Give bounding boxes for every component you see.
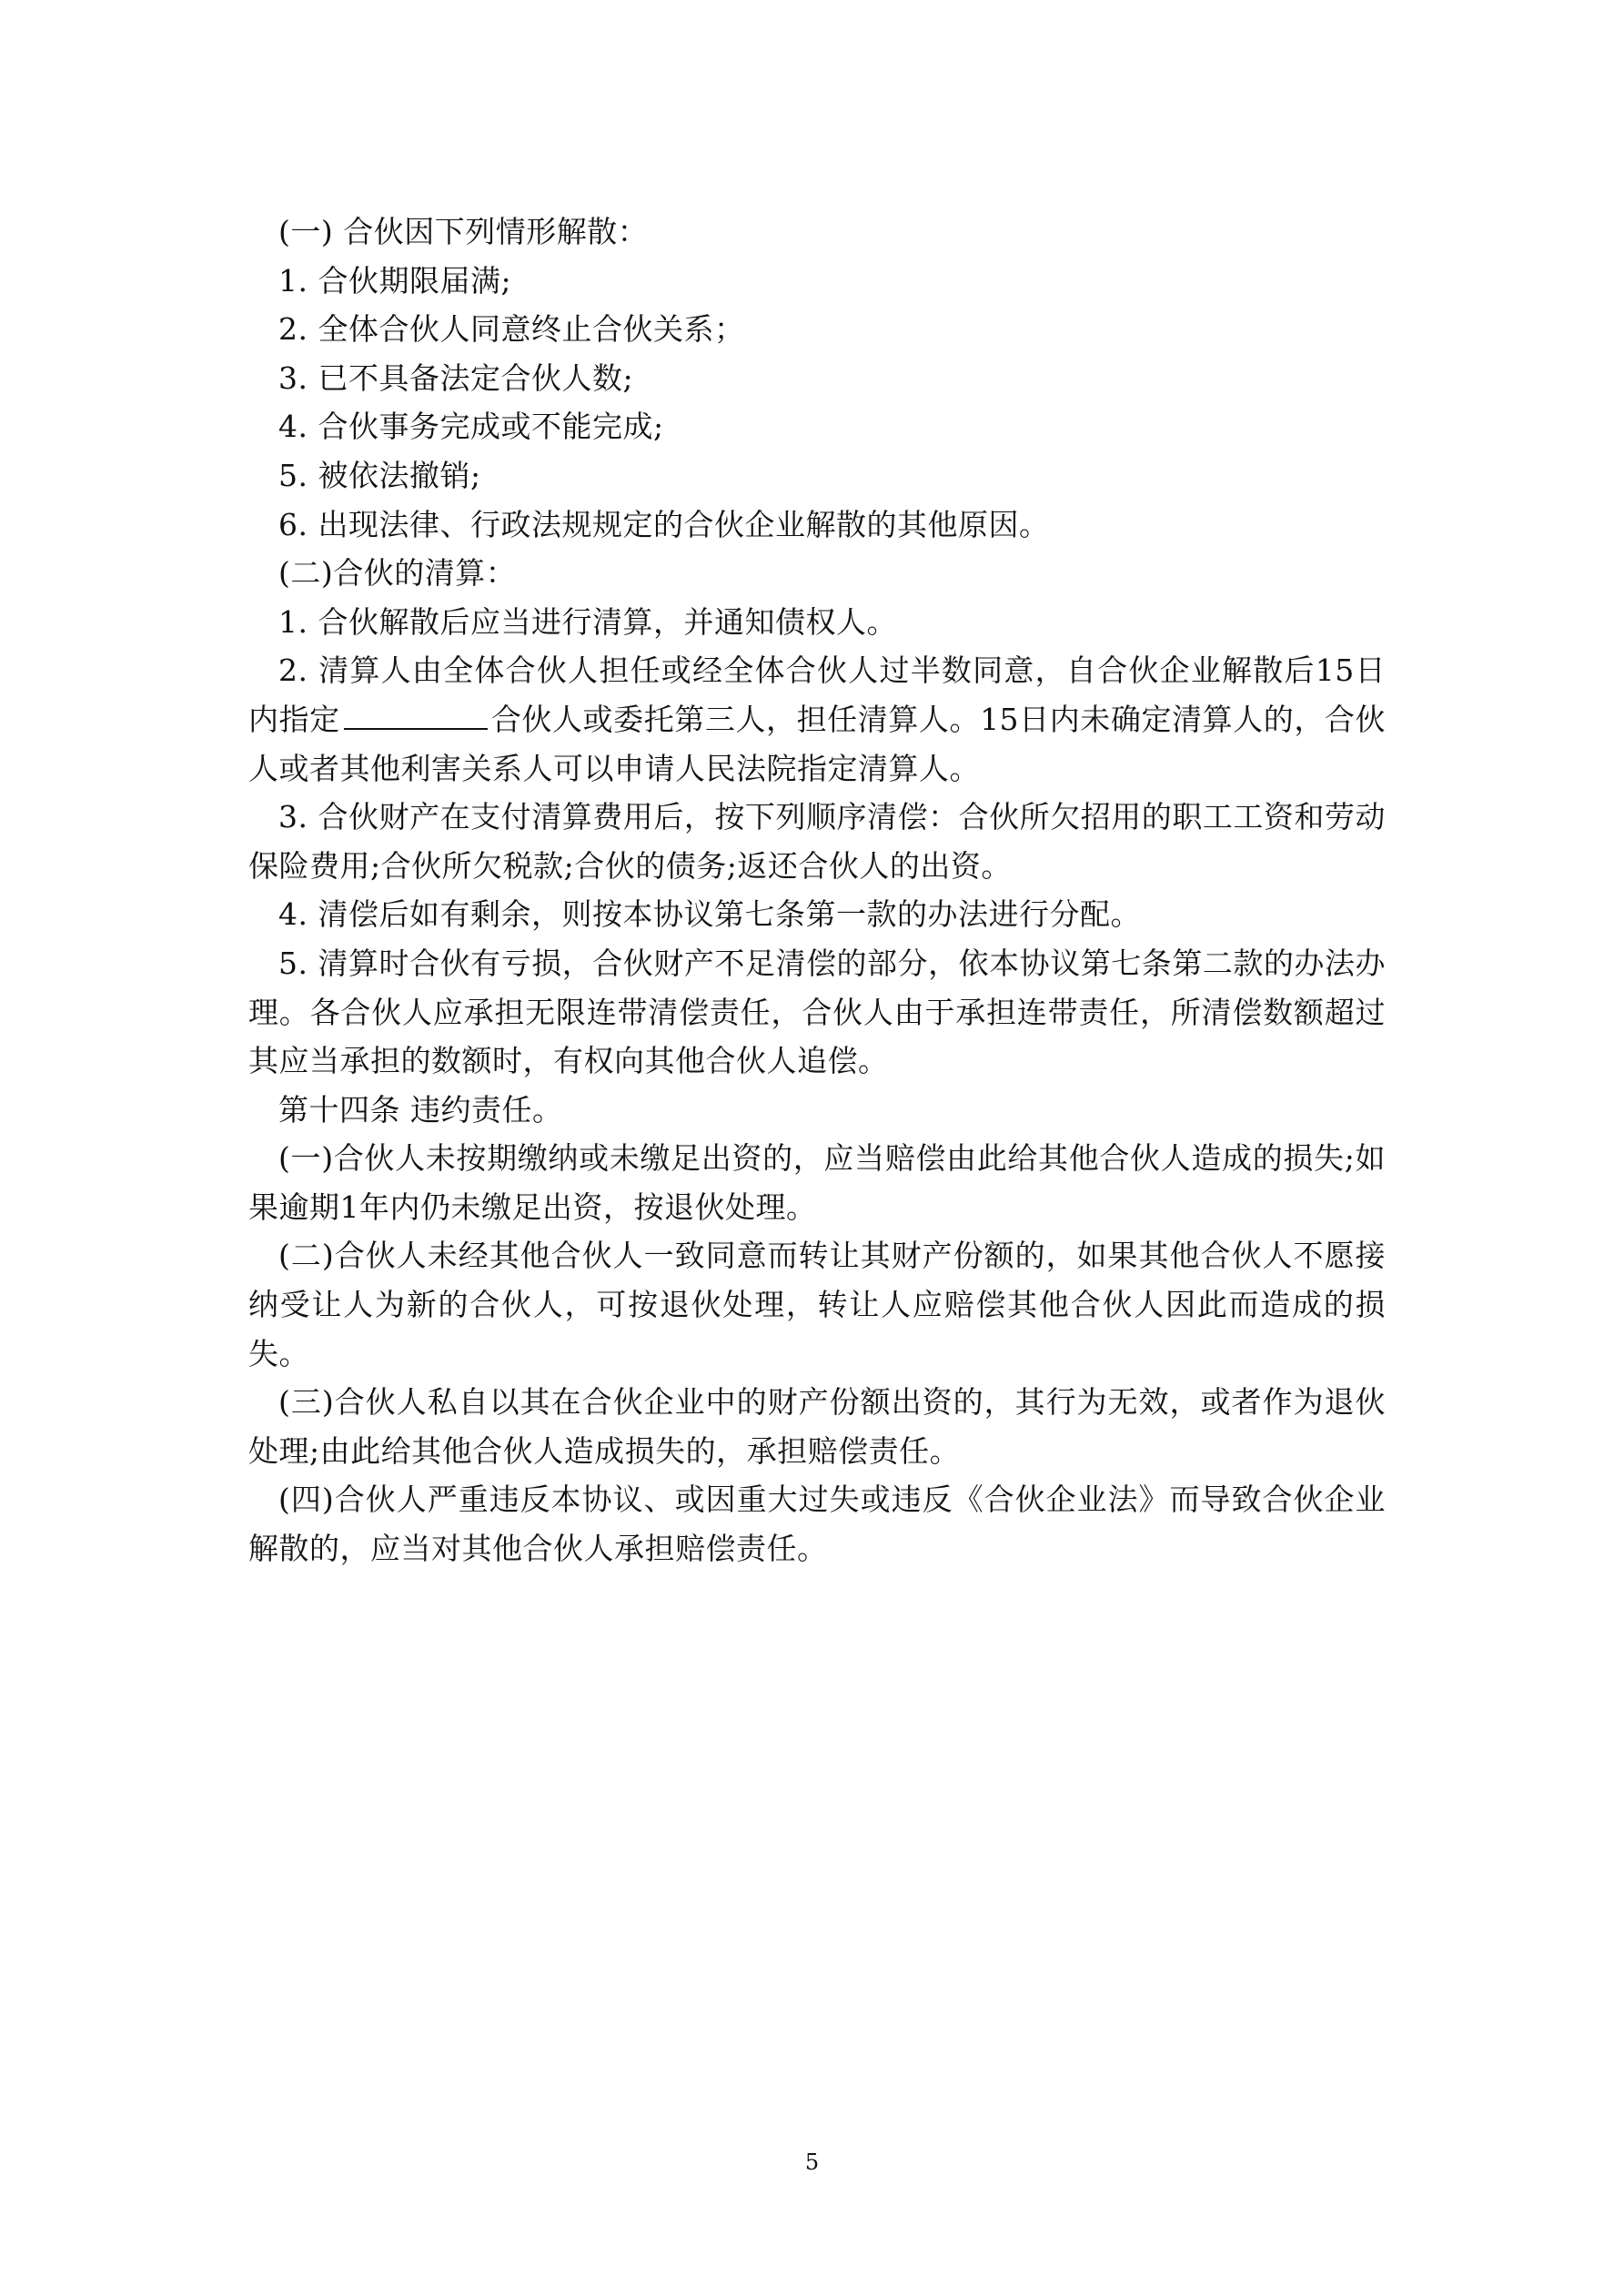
paragraph-liability-item-4: (四)合伙人严重违反本协议、或因重大过失或违反《合伙企业法》而导致合伙企业解散的，应当对其他合伙人承担赔偿责任。 bbox=[248, 1482, 1386, 1567]
paragraph-dissolution-item-4: 4. 合伙事务完成或不能完成; bbox=[278, 409, 664, 445]
paragraph-liquidation-item-4: 4. 清偿后如有剩余，则按本协议第七条第一款的办法进行分配。 bbox=[278, 896, 1141, 933]
paragraph-liability-item-1: (一)合伙人未按期缴纳或未缴足出资的，应当赔偿由此给其他合伙人造成的损失;如果逾期1年内仍未缴足出资，按退伙处理。 bbox=[248, 1140, 1386, 1225]
page-number: 5 bbox=[804, 2149, 820, 2175]
paragraph-liquidation-item-2 bbox=[248, 646, 1386, 793]
paragraph-dissolution-item-1: 1. 合伙期限届满; bbox=[278, 262, 512, 298]
fill-in-blank-line bbox=[344, 703, 488, 730]
paragraph-dissolution-item-2: 2. 全体合伙人同意终止合伙关系； bbox=[278, 311, 745, 348]
paragraph-liquidation-heading: (二)合伙的清算： bbox=[278, 555, 517, 592]
paragraph-dissolution-item-3: 3. 已不具备法定合伙人数; bbox=[278, 359, 634, 396]
paragraph-dissolution-item-6: 6. 出现法律、行政法规规定的合伙企业解散的其他原因。 bbox=[278, 506, 1050, 542]
document-body bbox=[248, 207, 1386, 1573]
paragraph-liquidation-item-5: 5. 清算时合伙有亏损，合伙财产不足清偿的部分，依本协议第七条第二款的办法办理。各合伙人应承担无限连带清偿责任，合伙人由于承担连带责任，所清偿数额超过其应当承担的数额时，有权向其他合伙人追偿。 bbox=[248, 945, 1386, 1079]
paragraph-dissolution-item-5: 5. 被依法撤销; bbox=[278, 457, 481, 493]
paragraph-dissolution-heading: (一) 合伙因下列情形解散： bbox=[278, 214, 649, 249]
liquidation-item-2-text-a: 2. 清算人由全体合伙人担任或经全体合伙人过半数同意，自合伙企业解散后15日内指定 bbox=[248, 652, 1386, 737]
paragraph-liquidation-item-1: 1. 合伙解散后应当进行清算，并通知债权人。 bbox=[278, 603, 897, 640]
paragraph-liability-item-2: (二)合伙人未经其他合伙人一致同意而转让其财产份额的，如果其他合伙人不愿接纳受让人为新的合伙人，可按退伙处理，转让人应赔偿其他合伙人因此而造成的损失。 bbox=[248, 1238, 1386, 1371]
paragraph-liquidation-item-3: 3. 合伙财产在支付清算费用后，按下列顺序清偿：合伙所欠招用的职工工资和劳动保险费用;合伙所欠税款;合伙的债务;返还合伙人的出资。 bbox=[248, 799, 1386, 884]
paragraph-liability-item-3: (三)合伙人私自以其在合伙企业中的财产份额出资的，其行为无效，或者作为退伙处理;由此给其他合伙人造成损失的，承担赔偿责任。 bbox=[248, 1384, 1386, 1469]
paragraph-article-14-heading: 第十四条 违约责任。 bbox=[278, 1091, 563, 1128]
liquidation-item-2-text-b: 合伙人或委托第三人，担任清算人。15日内未确定清算人的，合伙人或者其他利害关系人可以申请人民法院指定清算人。 bbox=[248, 701, 1386, 786]
